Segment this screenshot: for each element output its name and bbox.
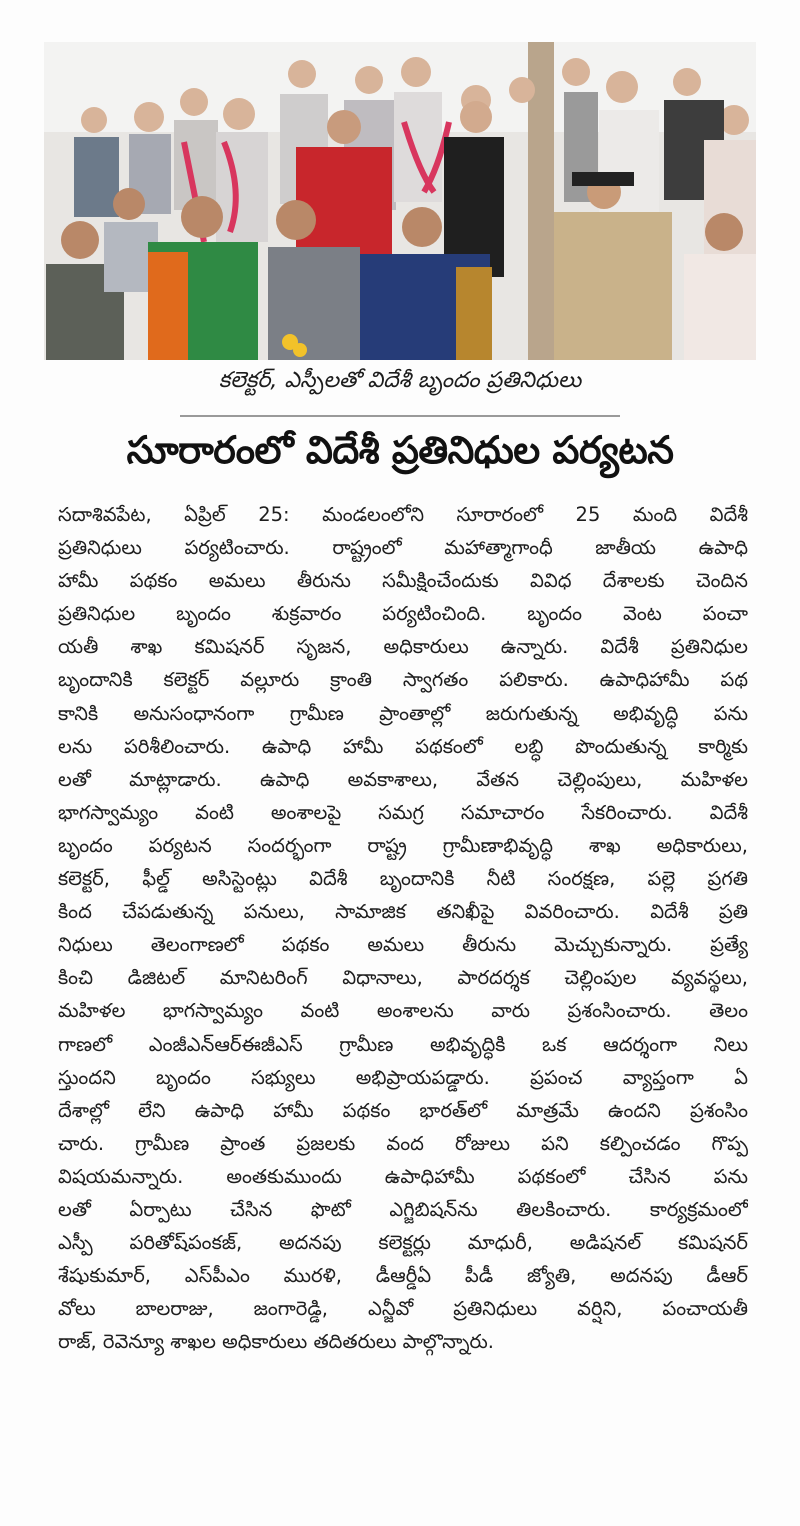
body-line: బృందం పర్యటన సందర్భంగా రాష్ట్ర గ్రామీణాభివృద్ధి శాఖ అధికారులు, bbox=[58, 833, 748, 857]
body-line: లను పరిశీలించారు. ఉపాధి హామీ పథకంలో లబ్ధి పొందుతున్న కార్మికు bbox=[58, 734, 748, 758]
body-line: ప్రతినిధుల బృందం శుక్రవారం పర్యటించింది. బృందం వెంట పంచా bbox=[58, 602, 748, 626]
body-line: వోలు బాలరాజు, జంగారెడ్డి, ఎన్జీవో ప్రతినిధులు వర్షిని, పంచాయతీ bbox=[58, 1297, 748, 1321]
group-photo bbox=[44, 42, 756, 360]
body-line: మహిళల భాగస్వామ్యం వంటి అంశాలను వారు ప్రశంసించారు. తెలం bbox=[58, 999, 748, 1023]
group-photo-icon bbox=[44, 42, 756, 360]
body-line: విషయమన్నారు. అంతకుముందు ఉపాధిహామీ పథకంలో చేసిన పను bbox=[58, 1164, 748, 1188]
body-line: సదాశివపేట, ఏప్రిల్ 25: మండలంలోని సూరారంలో 25 మంది విదేశీ bbox=[58, 503, 748, 526]
body-line: ప్రతినిధులు పర్యటించారు. రాష్ట్రంలో మహాత్మాగాంధీ జాతీయ ఉపాధి bbox=[58, 536, 748, 560]
body-line: గాణలో ఎంజీఎన్ఆర్ఈజీఎస్ గ్రామీణ అభివృద్ధికి ఒక ఆదర్శంగా నిలు bbox=[58, 1032, 748, 1056]
body-line: బృందానికి కలెక్టర్ వల్లూరు క్రాంతి స్వాగతం పలికారు. ఉపాధిహామీ పథ bbox=[58, 668, 748, 692]
body-line: నిధులు తెలంగాణలో పథకం అమలు తీరును మెచ్చుకున్నారు. ప్రత్యే bbox=[58, 933, 748, 957]
body-line: చారు. గ్రామీణ ప్రాంత ప్రజలకు వంద రోజులు పని కల్పించడం గొప్ప bbox=[58, 1131, 748, 1155]
body-line: కలెక్టర్, ఫీల్డ్ అసిస్టెంట్లు విదేశీ బృందానికి నీటి సంరక్షణ, పల్లె ప్రగతి bbox=[58, 867, 748, 891]
body-line: కానికి అనుసంధానంగా గ్రామీణ ప్రాంతాల్లో జరుగుతున్న అభివృద్ధి పను bbox=[58, 701, 748, 725]
caption-divider bbox=[180, 415, 620, 417]
body-line: లతో మాట్లాడారు. ఉపాధి అవకాశాలు, వేతన చెల్లింపులు, మహిళల bbox=[58, 767, 748, 791]
photo-caption: కలెక్టర్, ఎస్పీలతో విదేశీ బృందం ప్రతినిధులు bbox=[218, 368, 582, 393]
body-line: శేషుకుమార్, ఎస్‌పీఎం మురళి, డీఆర్డీఏ పీడీ జ్యోతి, అదనపు డీఆర్ bbox=[58, 1264, 748, 1288]
article-headline: సూరారంలో విదేశీ ప్రతినిధుల పర్యటన bbox=[126, 428, 674, 472]
body-line: హామీ పథకం అమలు తీరును సమీక్షించేందుకు వివిధ దేశాలకు చెందిన bbox=[58, 569, 748, 593]
body-line: స్తుందని బృందం సభ్యులు అభిప్రాయపడ్డారు. ప్రపంచ వ్యాప్తంగా ఏ bbox=[58, 1065, 748, 1089]
body-line: భాగస్వామ్యం వంటి అంశాలపై సమగ్ర సమాచారం సేకరించారు. విదేశీ bbox=[58, 800, 748, 824]
body-line: లతో ఏర్పాటు చేసిన ఫొటో ఎగ్జిబిషన్‌ను తిలకించారు. కార్యక్రమంలో bbox=[58, 1197, 748, 1221]
body-line: ఎస్పీ పరితోష్‌పంకజ్, అదనపు కలెక్టర్లు మాధురీ, అడిషనల్ కమిషనర్ bbox=[58, 1231, 748, 1255]
body-line: దేశాల్లో లేని ఉపాధి హామీ పథకం భారత్‌లో మాత్రమే ఉందని ప్రశంసిం bbox=[58, 1098, 748, 1122]
body-line: రాజ్, రెవెన్యూ శాఖల అధికారులు తదితరులు పాల్గొన్నారు. bbox=[58, 1330, 495, 1354]
body-line: కించి డిజిటల్ మానిటరింగ్ విధానాలు, పారదర్శక చెల్లింపుల వ్యవస్థలు, bbox=[58, 966, 748, 990]
body-line: కింద చేపడుతున్న పనులు, సామాజిక తనిఖీపై వివరించారు. విదేశీ ప్రతి bbox=[58, 900, 748, 924]
body-line: యతీ శాఖ కమిషనర్ సృజన, అధికారులు ఉన్నారు. విదేశీ ప్రతినిధుల bbox=[58, 635, 748, 659]
article-body bbox=[58, 498, 748, 1358]
